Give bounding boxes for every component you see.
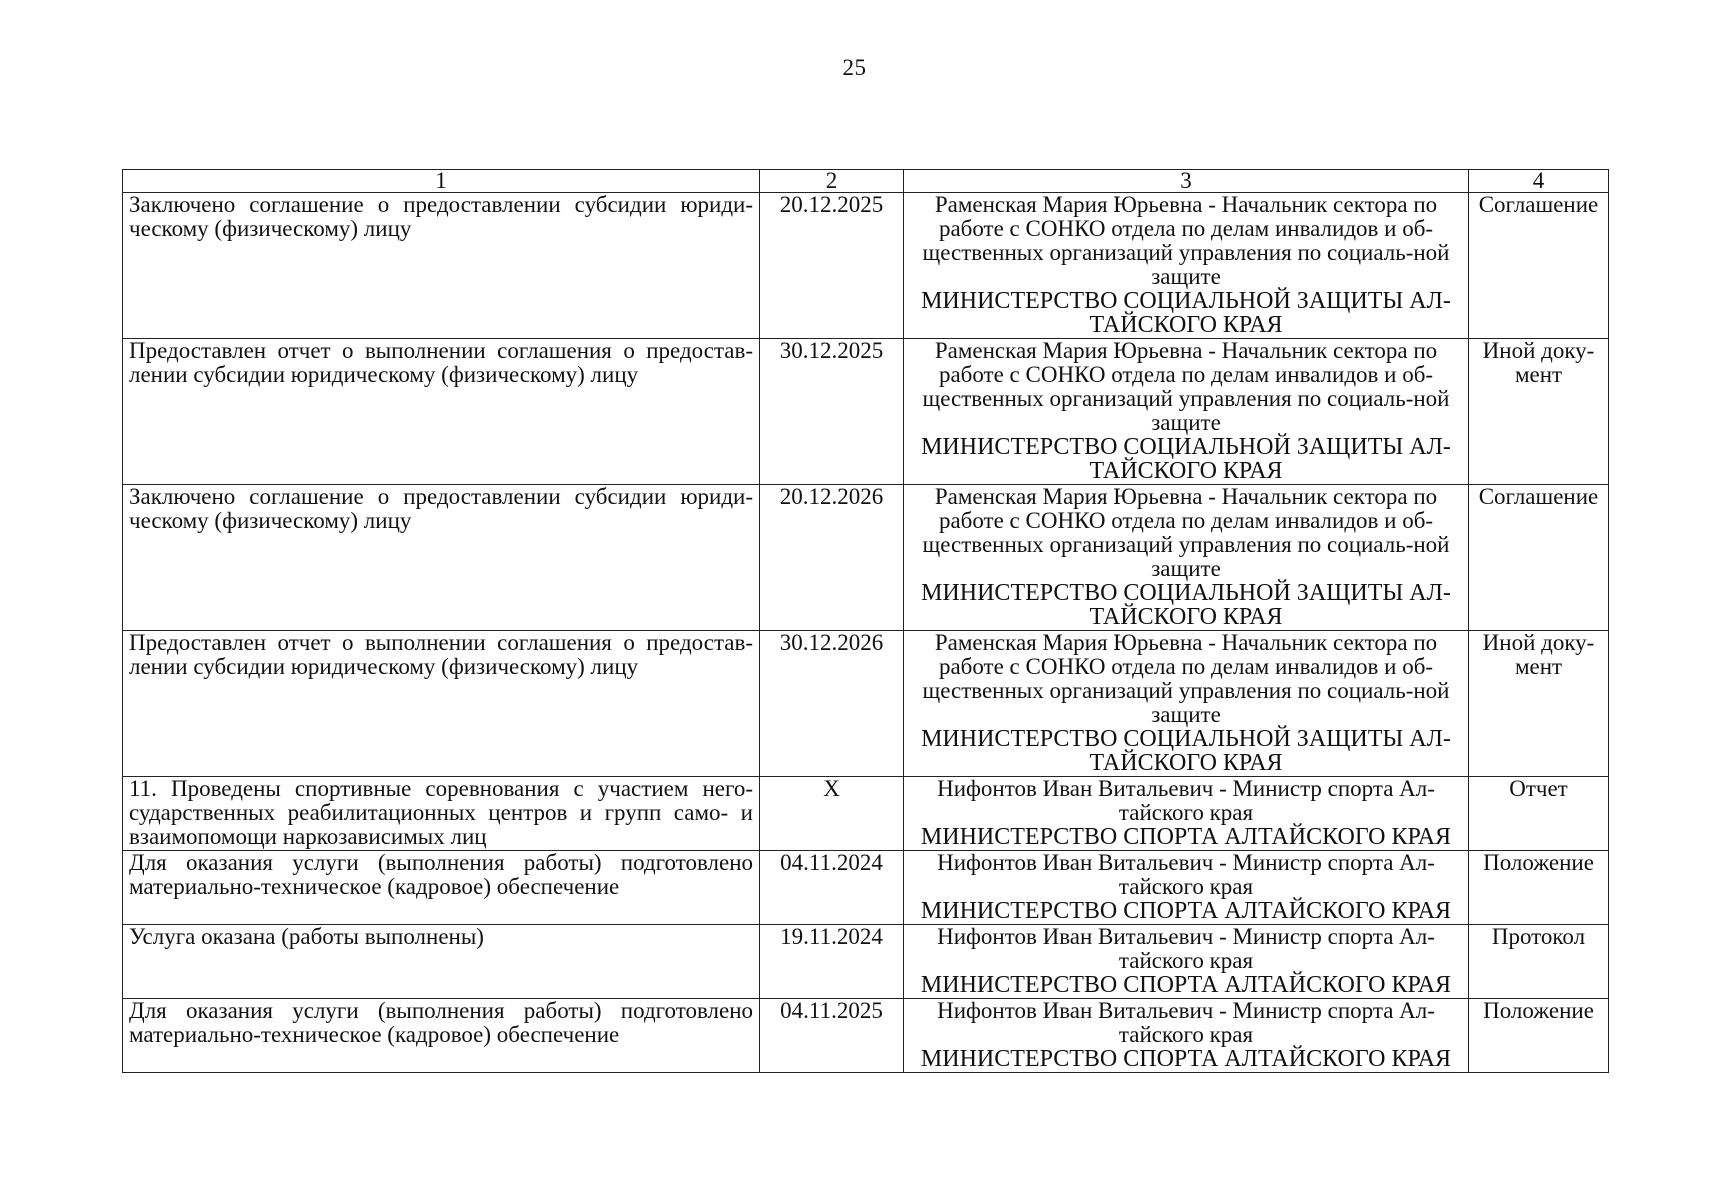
document-type: Иной доку-мент bbox=[1469, 339, 1609, 485]
column-header-3: 3 bbox=[904, 170, 1469, 193]
event-date: 20.12.2025 bbox=[760, 193, 904, 339]
table-row bbox=[123, 851, 1609, 925]
event-description: 11. Проведены спортивные соревнования с участием него-сударственных реабилитационных центров и групп само- и взаимопомощи наркозависимых лиц bbox=[123, 777, 760, 851]
responsible-org: МИНИСТЕРСТВО СПОРТА АЛТАЙСКОГО КРАЯ bbox=[920, 972, 1452, 998]
plan-table bbox=[122, 169, 1609, 1073]
document-type: Протокол bbox=[1469, 925, 1609, 999]
column-header-2: 2 bbox=[760, 170, 904, 193]
event-date: 30.12.2026 bbox=[760, 631, 904, 777]
event-date: 20.12.2026 bbox=[760, 485, 904, 631]
event-date: 30.12.2025 bbox=[760, 339, 904, 485]
column-header-4: 4 bbox=[1469, 170, 1609, 193]
table-row bbox=[123, 999, 1609, 1073]
table-row bbox=[123, 777, 1609, 851]
document-type: Иной доку-мент bbox=[1469, 631, 1609, 777]
responsible-org: МИНИСТЕРСТВО СОЦИАЛЬНОЙ ЗАЩИТЫ АЛ-ТАЙСКОГО КРАЯ bbox=[921, 580, 1451, 630]
event-description: Предоставлен отчет о выполнении соглашения о предостав-лении субсидии юридическому (физическому) лицу bbox=[123, 339, 760, 485]
responsible-person: Раменская Мария Юрьевна - Начальник сектора по работе с СОНКО отдела по делам инвалидов и об-щественных организаций управления по социаль-ной защите bbox=[922, 484, 1450, 581]
responsible-org: МИНИСТЕРСТВО СПОРТА АЛТАЙСКОГО КРАЯ bbox=[920, 824, 1452, 850]
event-description: Услуга оказана (работы выполнены) bbox=[123, 925, 760, 999]
responsible-cell bbox=[904, 851, 1469, 925]
responsible-cell bbox=[904, 925, 1469, 999]
page-number: 25 bbox=[842, 55, 867, 80]
responsible-person: Нифонтов Иван Витальевич - Министр спорта Ал-тайского края bbox=[937, 998, 1435, 1047]
event-date: 04.11.2025 bbox=[760, 999, 904, 1073]
event-date: 19.11.2024 bbox=[760, 925, 904, 999]
event-description: Для оказания услуги (выполнения работы) подготовлено материально-техническое (кадровое) обеспечение bbox=[123, 851, 760, 925]
responsible-cell bbox=[904, 485, 1469, 631]
event-description: Заключено соглашение о предоставлении субсидии юриди-ческому (физическому) лицу bbox=[123, 193, 760, 339]
responsible-person: Раменская Мария Юрьевна - Начальник сектора по работе с СОНКО отдела по делам инвалидов и об-щественных организаций управления по социаль-ной защите bbox=[922, 338, 1450, 435]
table-row bbox=[123, 339, 1609, 485]
responsible-org: МИНИСТЕРСТВО СПОРТА АЛТАЙСКОГО КРАЯ bbox=[920, 1046, 1452, 1072]
table-row bbox=[123, 485, 1609, 631]
table-header-row bbox=[123, 170, 1609, 193]
event-date: X bbox=[760, 777, 904, 851]
document-type: Соглашение bbox=[1469, 193, 1609, 339]
responsible-cell bbox=[904, 777, 1469, 851]
table-row bbox=[123, 193, 1609, 339]
document-type: Отчет bbox=[1469, 777, 1609, 851]
document-type: Положение bbox=[1469, 999, 1609, 1073]
responsible-person: Нифонтов Иван Витальевич - Министр спорта Ал-тайского края bbox=[937, 776, 1435, 825]
document-type: Соглашение bbox=[1469, 485, 1609, 631]
table-row bbox=[123, 631, 1609, 777]
table-row bbox=[123, 925, 1609, 999]
responsible-person: Раменская Мария Юрьевна - Начальник сектора по работе с СОНКО отдела по делам инвалидов и об-щественных организаций управления по социаль-ной защите bbox=[922, 192, 1450, 289]
event-description: Заключено соглашение о предоставлении субсидии юриди-ческому (физическому) лицу bbox=[123, 485, 760, 631]
event-description: Для оказания услуги (выполнения работы) подготовлено материально-техническое (кадровое) обеспечение bbox=[123, 999, 760, 1073]
responsible-org: МИНИСТЕРСТВО СОЦИАЛЬНОЙ ЗАЩИТЫ АЛ-ТАЙСКОГО КРАЯ bbox=[921, 726, 1451, 776]
event-date: 04.11.2024 bbox=[760, 851, 904, 925]
responsible-org: МИНИСТЕРСТВО СОЦИАЛЬНОЙ ЗАЩИТЫ АЛ-ТАЙСКОГО КРАЯ bbox=[921, 434, 1451, 484]
event-description: Предоставлен отчет о выполнении соглашения о предостав-лении субсидии юридическому (физическому) лицу bbox=[123, 631, 760, 777]
responsible-person: Нифонтов Иван Витальевич - Министр спорта Ал-тайского края bbox=[937, 924, 1435, 973]
responsible-person: Нифонтов Иван Витальевич - Министр спорта Ал-тайского края bbox=[937, 850, 1435, 899]
responsible-org: МИНИСТЕРСТВО СОЦИАЛЬНОЙ ЗАЩИТЫ АЛ-ТАЙСКОГО КРАЯ bbox=[921, 288, 1451, 338]
responsible-cell bbox=[904, 193, 1469, 339]
responsible-org: МИНИСТЕРСТВО СПОРТА АЛТАЙСКОГО КРАЯ bbox=[920, 898, 1452, 924]
responsible-person: Раменская Мария Юрьевна - Начальник сектора по работе с СОНКО отдела по делам инвалидов и об-щественных организаций управления по социаль-ной защите bbox=[922, 630, 1450, 727]
responsible-cell bbox=[904, 339, 1469, 485]
column-header-1: 1 bbox=[123, 170, 760, 193]
document-type: Положение bbox=[1469, 851, 1609, 925]
responsible-cell bbox=[904, 999, 1469, 1073]
responsible-cell bbox=[904, 631, 1469, 777]
